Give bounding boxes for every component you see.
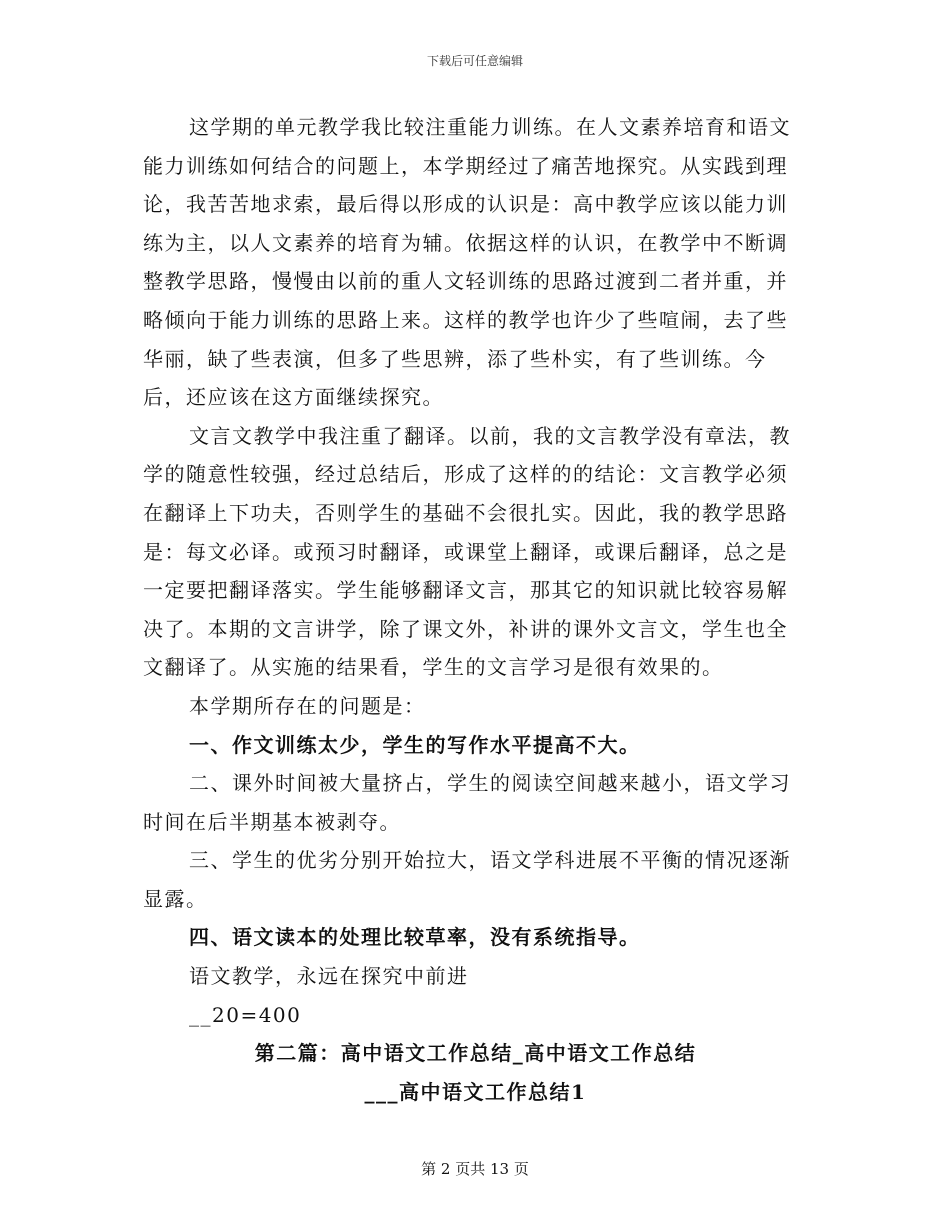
- section-subtitle: ___高中语文工作总结1: [364, 1079, 587, 1104]
- formula-line: __20=400: [189, 1002, 302, 1027]
- problem-item-4: 四、语文读本的处理比较草率，没有系统指导。: [189, 925, 641, 950]
- footer-page-number: 2: [440, 1160, 451, 1178]
- document-body: [143, 108, 808, 1111]
- page-footer: [0, 1158, 950, 1179]
- paragraph-problems-intro: 本学期所存在的问题是：: [189, 693, 426, 718]
- problem-item-2: 二、课外时间被大量挤占，学生的阅读空间越来越小，语文学习时间在后半期基本被剥夺。: [143, 771, 791, 834]
- paragraph-ability-training: 这学期的单元教学我比较注重能力训练。在人文素养培育和语文能力训练如何结合的问题上，本学期经过了痛苦地探究。从实践到理论，我苦苦地求索，最后得以形成的认识是：高中教学应该以能力训练为主，以人文素养的培育为辅。依据这样的认识，在教学中不断调整教学思路，慢慢由以前的重人文轻训练的思路过渡到二者并重，并略倾向于能力训练的思路上来。这样的教学也许少了些喧闹，去了些华丽，缺了些表演，但多了些思辨，添了些朴实，有了些训练。今后，还应该在这方面继续探究。: [143, 115, 791, 410]
- footer-prefix: 第: [421, 1160, 437, 1178]
- closing-line: 语文教学，永远在探究中前进: [189, 964, 469, 989]
- problem-item-1: 一、作文训练太少，学生的写作水平提高不大。: [189, 732, 641, 757]
- footer-middle: 页共: [455, 1160, 486, 1178]
- page-header: 下载后可任意编辑: [426, 54, 523, 68]
- footer-suffix: 页: [513, 1160, 529, 1178]
- footer-total-pages: 13: [490, 1160, 510, 1178]
- problem-item-3: 三、学生的优劣分别开始拉大，语文学科进展不平衡的情况逐渐显露。: [143, 848, 791, 911]
- section-title: 第二篇：高中语文工作总结_高中语文工作总结: [254, 1041, 697, 1066]
- paragraph-classical-translation: 文言文教学中我注重了翻译。以前，我的文言教学没有章法，教学的随意性较强，经过总结后，形成了这样的的结论：文言教学必须在翻译上下功夫，否则学生的基础不会很扎实。因此，我的教学思路是：每文必译。或预习时翻译，或课堂上翻译，或课后翻译，总之是一定要把翻译落实。学生能够翻译文言，那其它的知识就比较容易解决了。本期的文言讲学，除了课文外，补讲的课外文言文，学生也全文翻译了。从实施的结果看，学生的文言学习是很有效果的。: [143, 423, 791, 680]
